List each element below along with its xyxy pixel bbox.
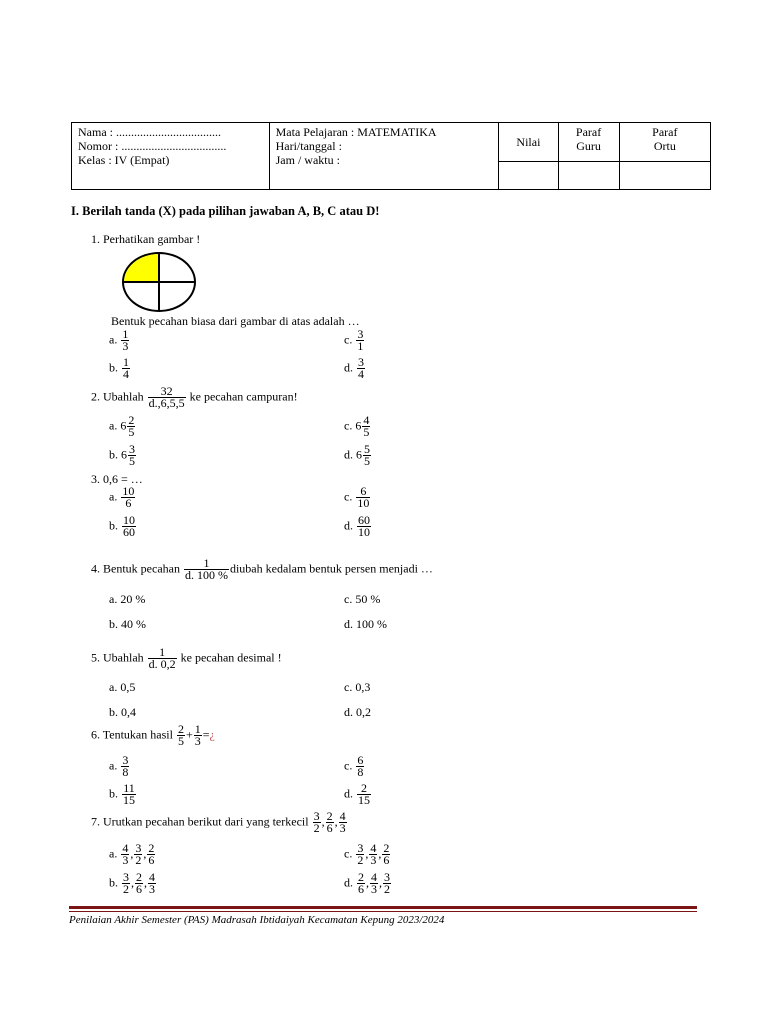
q1-prompt: Bentuk pecahan biasa dari gambar di atas adalah … bbox=[111, 314, 360, 328]
q5-option-b[interactable]: b. 0,4 bbox=[109, 705, 136, 719]
q4-option-c[interactable]: c. 50 % bbox=[344, 592, 381, 606]
q7-label: 7. Urutkan pecahan berikut dari yang terkecil $\frac{3}{2}$ , $\frac{2}{6}$ , $\frac{4}{3}$ bbox=[91, 809, 346, 835]
q6-label: 6. Tentukan hasil $\frac{2}{5}$ + $\frac{1}{3}$ =¿ bbox=[91, 722, 215, 748]
q7-option-d[interactable]: d. $\frac{2}{6}$ , $\frac{4}{3}$ , $\frac{3}{2}$ bbox=[344, 870, 390, 896]
mapel-field: Mata Pelajaran : MATEMATIKA bbox=[275, 125, 437, 139]
nilai-header: Nilai bbox=[499, 123, 558, 162]
jam-field[interactable]: Jam / waktu : bbox=[275, 153, 340, 167]
q5-option-d[interactable]: d. 0,2 bbox=[344, 705, 371, 719]
q2-option-d[interactable]: d. 6 $\frac{5}{5}$ bbox=[344, 442, 370, 468]
q3-option-a[interactable]: a. $\frac{10}{6}$ bbox=[109, 484, 135, 510]
q3-option-c[interactable]: c. $\frac{6}{10}$ bbox=[344, 484, 370, 510]
q1-label: 1. Perhatikan gambar ! bbox=[91, 232, 201, 246]
q6-option-b[interactable]: b. $\frac{11}{15}$ bbox=[109, 781, 135, 807]
paraf-guru-cell[interactable] bbox=[558, 162, 619, 190]
paraf-ortu-header: Paraf Ortu bbox=[619, 123, 710, 162]
q6-option-c[interactable]: c. $\frac{6}{8}$ bbox=[344, 753, 364, 779]
q5-option-a[interactable]: a. 0,5 bbox=[109, 680, 136, 694]
q5-option-c[interactable]: c. 0,3 bbox=[344, 680, 371, 694]
paraf-guru-header: Paraf Guru bbox=[558, 123, 619, 162]
q4-option-b[interactable]: b. 40 % bbox=[109, 617, 146, 631]
q4-option-d[interactable]: d. 100 % bbox=[344, 617, 387, 631]
q7-option-c[interactable]: c. $\frac{3}{2}$ , $\frac{4}{3}$ , $\frac{2}{6}$ bbox=[344, 841, 390, 867]
q3-option-b[interactable]: b. $\frac{10}{60}$ bbox=[109, 513, 135, 539]
q5-label: 5. Ubahlah $\frac{1}{d. 0,2}$ ke pecahan desimal ! bbox=[91, 645, 282, 671]
q4-label: 4. Bentuk pecahan $\frac{1}{d. 100 \%}$ diubah kedalam bentuk persen menjadi … bbox=[91, 556, 433, 582]
paraf-ortu-cell[interactable] bbox=[619, 162, 710, 190]
q1-option-c[interactable]: c. $\frac{3}{1}$ bbox=[344, 327, 364, 353]
q2-label: 2. Ubahlah $\frac{32}{d.,6,5,5}$ ke pecahan campuran! bbox=[91, 384, 298, 410]
q2-option-a[interactable]: a. 6 $\frac{2}{5}$ bbox=[109, 413, 135, 439]
hari-field[interactable]: Hari/tanggal : bbox=[275, 139, 342, 153]
nomor-field[interactable]: Nomor : ................................... bbox=[78, 139, 227, 153]
q7-option-b[interactable]: b. $\frac{3}{2}$ , $\frac{2}{6}$ , $\frac{4}{3}$ bbox=[109, 870, 155, 896]
q1-option-a[interactable]: a. $\frac{1}{3}$ bbox=[109, 327, 129, 353]
circle-quarter-figure bbox=[122, 252, 196, 312]
kelas-field: Kelas : IV (Empat) bbox=[78, 153, 170, 167]
q3-option-d[interactable]: d. $\frac{60}{10}$ bbox=[344, 513, 370, 539]
q1-option-b[interactable]: b. $\frac{1}{4}$ bbox=[109, 355, 129, 381]
nilai-cell[interactable] bbox=[499, 162, 558, 190]
student-info-cell bbox=[72, 123, 270, 190]
q2-option-b[interactable]: b. 6 $\frac{3}{5}$ bbox=[109, 442, 135, 468]
q3-label: 3. 0,6 = … bbox=[91, 472, 143, 486]
section-instruction: I. Berilah tanda (X) pada pilihan jawaban A, B, C atau D! bbox=[71, 204, 380, 218]
footer-divider-thick bbox=[69, 906, 697, 909]
identity-table bbox=[71, 122, 711, 190]
q2-option-c[interactable]: c. 6 $\frac{4}{5}$ bbox=[344, 413, 370, 439]
footer-text: Penilaian Akhir Semester (PAS) Madrasah Ibtidaiyah Kecamatan Kepung 2023/2024 bbox=[69, 914, 445, 926]
q1-option-d[interactable]: d. $\frac{3}{4}$ bbox=[344, 355, 364, 381]
q6-option-d[interactable]: d. $\frac{2}{15}$ bbox=[344, 781, 370, 807]
subject-info-cell bbox=[269, 123, 499, 190]
q6-option-a[interactable]: a. $\frac{3}{8}$ bbox=[109, 753, 129, 779]
q7-option-a[interactable]: a. $\frac{4}{3}$ , $\frac{3}{2}$ , $\frac{2}{6}$ bbox=[109, 841, 155, 867]
nama-field[interactable]: Nama : ................................... bbox=[78, 125, 221, 139]
footer-divider-thin bbox=[69, 911, 697, 912]
q4-option-a[interactable]: a. 20 % bbox=[109, 592, 146, 606]
